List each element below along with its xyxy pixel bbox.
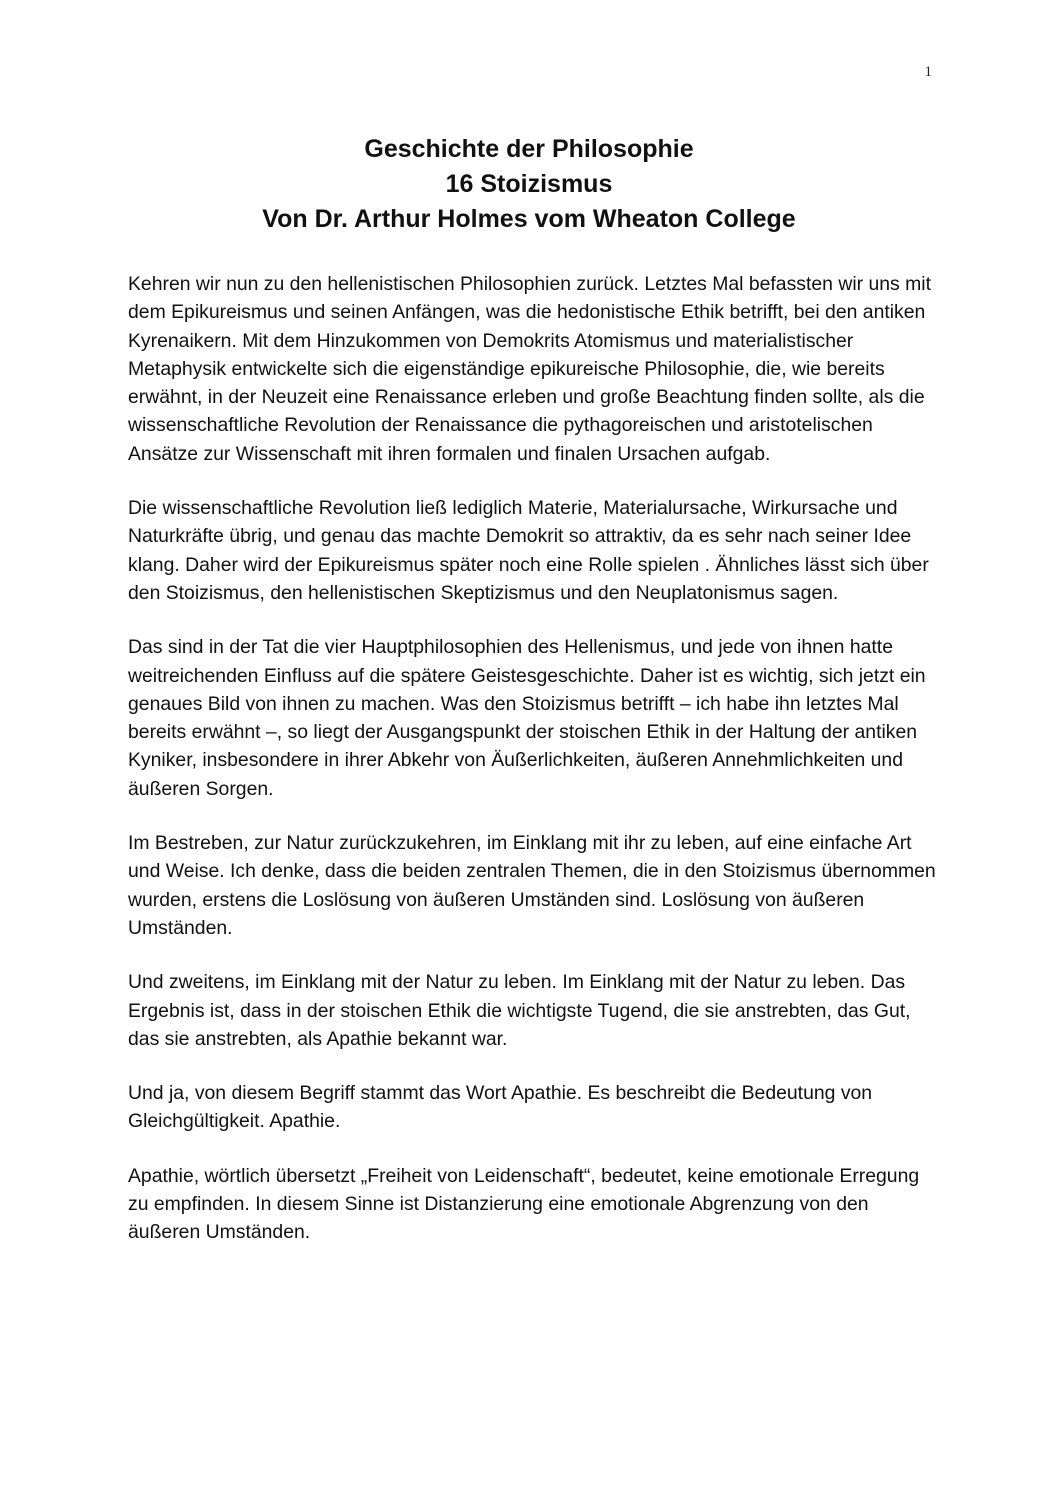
paragraph: Kehren wir nun zu den hellenistischen Philosophien zurück. Letztes Mal befassten wir uns mit dem Epikureismus und seinen Anfängen, was die hedonistische Ethik betrifft, bei den antiken Kyrenaikern. Mit dem Hinzukommen von Demokrits Atomismus und materialistischer Metaphysik entwickelte sich die eigenständige epikureische Philosophie, die, wie bereits erwähnt, in der Neuzeit eine Renaissance erleben und große Beachtung finden sollte, als die wissenschaftliche Revolution der Renaissance die pythagoreischen und aristotelischen Ansätze zur Wissenschaft mit ihren formalen und finalen Ursachen aufgab. <box>128 273 931 465</box>
paragraph: Und zweitens, im Einklang mit der Natur zu leben. Im Einklang mit der Natur zu leben. Das Ergebnis ist, dass in der stoischen Ethik die wichtigste Tugend, die sie anstrebten, das Gut, das sie anstrebten, als Apathie bekannt war. <box>128 971 911 1050</box>
document-title <box>0 132 1058 237</box>
paragraph: Und ja, von diesem Begriff stammt das Wort Apathie. Es beschreibt die Bedeutung von Gleichgültigkeit. Apathie. <box>128 1082 873 1133</box>
page-number: 1 <box>924 64 932 80</box>
paragraph: Die wissenschaftliche Revolution ließ lediglich Materie, Materialursache, Wirkursache und Naturkräfte übrig, und genau das machte Demokrit so attraktiv, da es sehr nach seiner Idee klang. Daher wird der Epikureismus später noch eine Rolle spielen . Ähnliches lässt sich über den Stoizismus, den hellenistischen Skeptizismus und den Neuplatonismus sagen. <box>128 497 929 604</box>
title-line-chapter: 16 Stoizismus <box>445 170 613 198</box>
paragraph: Das sind in der Tat die vier Hauptphilosophien des Hellenismus, und jede von ihnen hatte weitreichenden Einfluss auf die spätere Geistesgeschichte. Daher ist es wichtig, sich jetzt ein genaues Bild von ihnen zu machen. Was den Stoizismus betrifft – ich habe ihn letztes Mal bereits erwähnt –, so liegt der Ausgangspunkt der stoischen Ethik in der Haltung der antiken Kyniker, insbesondere in ihrer Abkehr von Äußerlichkeiten, äußeren Annehmlichkeiten und äußeren Sorgen. <box>128 636 926 800</box>
paragraph: Im Bestreben, zur Natur zurückzukehren, im Einklang mit ihr zu leben, auf eine einfache Art und Weise. Ich denke, dass die beiden zentralen Themen, die in den Stoizismus übernommen wurden, erstens die Loslösung von äußeren Umständen sind. Loslösung von äußeren Umständen. <box>128 832 936 939</box>
title-line-main: Geschichte der Philosophie <box>364 135 694 163</box>
paragraph: Apathie, wörtlich übersetzt „Freiheit von Leidenschaft“, bedeutet, keine emotionale Erregung zu empfinden. In diesem Sinne ist Distanzierung eine emotionale Abgrenzung von den äußeren Umständen. <box>128 1164 920 1244</box>
title-line-author: Von Dr. Arthur Holmes vom Wheaton College <box>262 205 796 233</box>
document-body <box>128 270 938 1273</box>
